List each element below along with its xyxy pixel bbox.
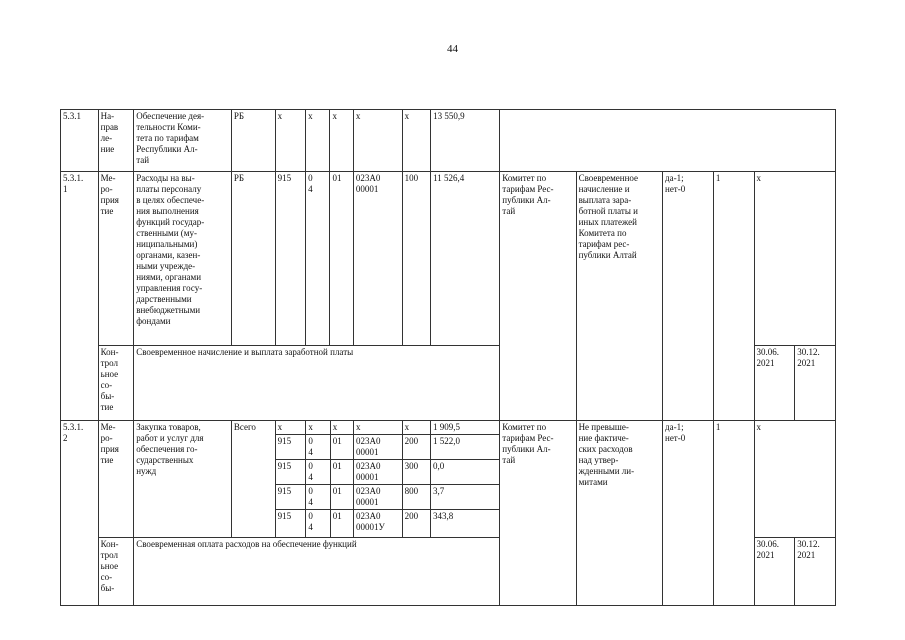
grbs-code: х (275, 110, 306, 172)
row-number: 5.3.1. 1 (61, 172, 99, 421)
row-number: 5.3.1 (61, 110, 99, 172)
row-type: Кон- трол ьное со- бы- тие (98, 346, 134, 421)
row-type: Кон- трол ьное со- бы- (98, 537, 134, 605)
row-type: На- прав ле- ние (98, 110, 134, 172)
subrow (276, 435, 500, 460)
indicator: да-1; нет-0 (663, 421, 714, 606)
date-cell: х (754, 172, 835, 346)
executor: Комитет по тарифам Рес- публики Ал- тай (500, 172, 576, 421)
expense-type: 300 (402, 460, 430, 485)
target-article: 023А0 00001 (354, 460, 403, 485)
amount: 1 909,5 (430, 421, 499, 435)
expense-type: х (402, 421, 430, 435)
subrows-table (276, 421, 500, 537)
section-code: 0 4 (306, 172, 330, 346)
row-type: Ме- ро- прия тие (98, 172, 134, 346)
row-type: Ме- ро- прия тие (98, 421, 134, 538)
grbs-code: х (276, 421, 306, 435)
amount: 13 550,9 (431, 110, 500, 172)
expense-type: 200 (402, 510, 430, 537)
indicator-value: 1 (713, 172, 754, 421)
funding-source: Всего (231, 421, 275, 538)
date-start: 30.06. 2021 (754, 537, 795, 605)
target-article: 023А0 00001 (354, 435, 403, 460)
target-article: 023А0 00001 (354, 485, 403, 510)
funding-source: РБ (231, 172, 275, 346)
date-end: 30.12. 2021 (795, 346, 836, 421)
page-number: 44 (447, 43, 458, 55)
row-name: Обеспечение дея- тельности Коми- тета по тарифам Республики Ал- тай (134, 110, 232, 172)
section-code: 0 4 (306, 510, 330, 537)
expense-type: 800 (402, 485, 430, 510)
subrow (276, 421, 500, 435)
amount: 0,0 (430, 460, 499, 485)
subrow (276, 510, 500, 537)
empty-cell (500, 110, 836, 172)
amount: 343,8 (430, 510, 499, 537)
event-text: Своевременная оплата расходов на обеспечение функций (134, 537, 500, 605)
section-code: 0 4 (306, 485, 330, 510)
subrow (276, 460, 500, 485)
date-cell: х (754, 421, 835, 538)
event-text: Своевременное начисление и выплата заработной платы (134, 346, 500, 421)
subsection-code: х (330, 421, 353, 435)
grbs-code: 915 (276, 435, 306, 460)
executor: Комитет по тарифам Рес- публики Ал- тай (500, 421, 576, 606)
table-row (61, 421, 836, 538)
funding-source: РБ (231, 110, 275, 172)
grbs-code: 915 (276, 510, 306, 537)
expense-type: 100 (402, 172, 430, 346)
amount: 11 526,4 (431, 172, 500, 346)
grbs-code: 915 (275, 172, 306, 346)
subsection-code: 01 (330, 172, 353, 346)
section-code: 0 4 (306, 460, 330, 485)
target-article: 023А0 00001У (354, 510, 403, 537)
subrow (276, 485, 500, 510)
table-row (61, 110, 836, 172)
grbs-code: 915 (276, 460, 306, 485)
subrows-cell (275, 421, 500, 538)
subsection-code: 01 (330, 460, 353, 485)
table-row (61, 172, 836, 346)
subsection-code: 01 (330, 435, 353, 460)
row-name: Закупка товаров, работ и услуг для обеспечения го- сударственных нужд (134, 421, 232, 538)
grbs-code: 915 (276, 485, 306, 510)
target-article: 023А0 00001 (353, 172, 402, 346)
date-end: 30.12. 2021 (795, 537, 836, 605)
section-code: х (306, 110, 330, 172)
amount: 1 522,0 (430, 435, 499, 460)
plan-table (60, 109, 836, 606)
expected-result: Своевременное начисление и выплата зара- ботной платы и иных платежей Комитета по тарифам рес- публики Алтай (576, 172, 662, 421)
subsection-code: 01 (330, 510, 353, 537)
expense-type: х (402, 110, 430, 172)
subsection-code: х (330, 110, 353, 172)
row-number: 5.3.1. 2 (61, 421, 99, 606)
expected-result: Не превыше- ние фактиче- ских расходов над утвер- жденными ли- митами (576, 421, 662, 606)
indicator: да-1; нет-0 (663, 172, 714, 421)
indicator-value: 1 (713, 421, 754, 606)
section-code: 0 4 (306, 435, 330, 460)
amount: 3,7 (430, 485, 499, 510)
subsection-code: 01 (330, 485, 353, 510)
date-start: 30.06. 2021 (754, 346, 795, 421)
row-name: Расходы на вы- платы персоналу в целях обеспече- ния выполнения функций государ- ственными (му- ниципальными) органами, казен- ными учрежде- ниями, органами управления госу- дарственными внебюджетными фондами (134, 172, 232, 346)
expense-type: 200 (402, 435, 430, 460)
target-article: х (354, 421, 403, 435)
target-article: х (353, 110, 402, 172)
section-code: х (306, 421, 330, 435)
